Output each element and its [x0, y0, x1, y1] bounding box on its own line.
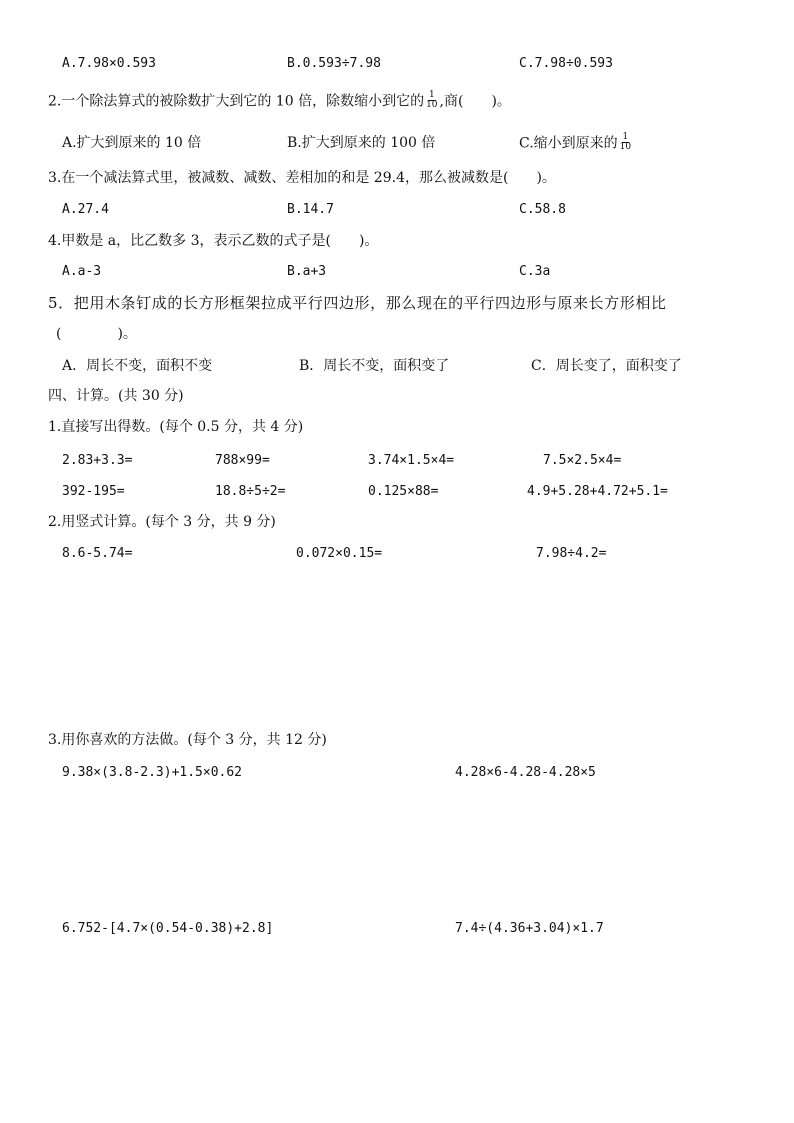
q3-option-c: C.58.8 — [519, 202, 566, 217]
q2-option-a: A.扩大到原来的 10 倍 — [62, 135, 202, 151]
q5-option-a: A．周长不变，面积不变 — [62, 358, 213, 374]
q2-stem — [48, 92, 511, 111]
q1-option-a: A.7.98×0.593 — [62, 56, 156, 71]
q2-fraction-numerator: 1 — [428, 90, 435, 100]
q2-fraction — [425, 91, 438, 110]
expression-item: 7.4÷(4.36+3.04)×1.7 — [455, 921, 604, 936]
vertical-calc-item: 0.072×0.15= — [296, 546, 383, 561]
calc-item: 2.83+3.3= — [62, 453, 133, 468]
calc-item: 4.9+5.28+4.72+5.1= — [527, 484, 668, 499]
q4-option-b: B.a+3 — [287, 264, 327, 279]
q2-option-c-denominator: 10 — [619, 142, 632, 152]
q2-stem-tail: ,商( )。 — [439, 93, 511, 110]
part-3-title: 3.用你喜欢的方法做。(每个 3 分，共 12 分) — [48, 732, 327, 748]
q2-fraction-denominator: 10 — [426, 100, 438, 110]
part-2-title: 2.用竖式计算。(每个 3 分，共 9 分) — [48, 514, 276, 530]
q2-option-b: B.扩大到原来的 100 倍 — [287, 135, 436, 151]
q5-stem-line2: ( )。 — [56, 326, 137, 342]
q5-option-c: C．周长变了，面积变了 — [531, 358, 682, 374]
expression-item: 9.38×(3.8-2.3)+1.5×0.62 — [62, 765, 243, 780]
expression-item: 6.752-[4.7×(0.54-0.38)+2.8] — [62, 921, 274, 936]
q2-stem-text: 2.一个除法算式的被除数扩大到它的 10 倍，除数缩小到它的 — [48, 93, 425, 110]
calc-item: 3.74×1.5×4= — [368, 453, 455, 468]
calc-item: 0.125×88= — [368, 484, 439, 499]
q1-option-c: C.7.98÷0.593 — [519, 56, 613, 71]
q3-stem: 3.在一个减法算式里，被减数、减数、差相加的和是 29.4，那么被减数是( )。 — [48, 170, 556, 186]
q2-option-c-fraction — [619, 133, 632, 152]
q2-option-c-text: C.缩小到原来的 — [519, 135, 618, 152]
calc-item: 18.8÷5÷2= — [215, 484, 286, 499]
q2-option-c-numerator: 1 — [622, 132, 629, 142]
vertical-calc-item: 7.98÷4.2= — [536, 546, 607, 561]
q4-option-a: A.a-3 — [62, 264, 102, 279]
section-4-title: 四、计算。(共 30 分) — [48, 388, 184, 404]
q2-option-c — [519, 134, 633, 153]
calc-item: 392-195= — [62, 484, 125, 499]
expression-item: 4.28×6-4.28-4.28×5 — [455, 765, 596, 780]
q5-option-b: B．周长不变，面积变了 — [299, 358, 450, 374]
q3-option-b: B.14.7 — [287, 202, 334, 217]
vertical-calc-item: 8.6-5.74= — [62, 546, 133, 561]
q4-stem: 4.甲数是 a，比乙数多 3，表示乙数的式子是( )。 — [48, 233, 379, 249]
calc-item: 7.5×2.5×4= — [543, 453, 622, 468]
q1-option-b: B.0.593÷7.98 — [287, 56, 381, 71]
q5-stem-line1: 5．把用木条钉成的长方形框架拉成平行四边形，那么现在的平行四边形与原来长方形相比 — [48, 294, 667, 312]
part-1-title: 1.直接写出得数。(每个 0.5 分，共 4 分) — [48, 419, 304, 435]
q4-option-c: C.3a — [519, 264, 551, 279]
q3-option-a: A.27.4 — [62, 202, 109, 217]
calc-item: 788×99= — [215, 453, 270, 468]
